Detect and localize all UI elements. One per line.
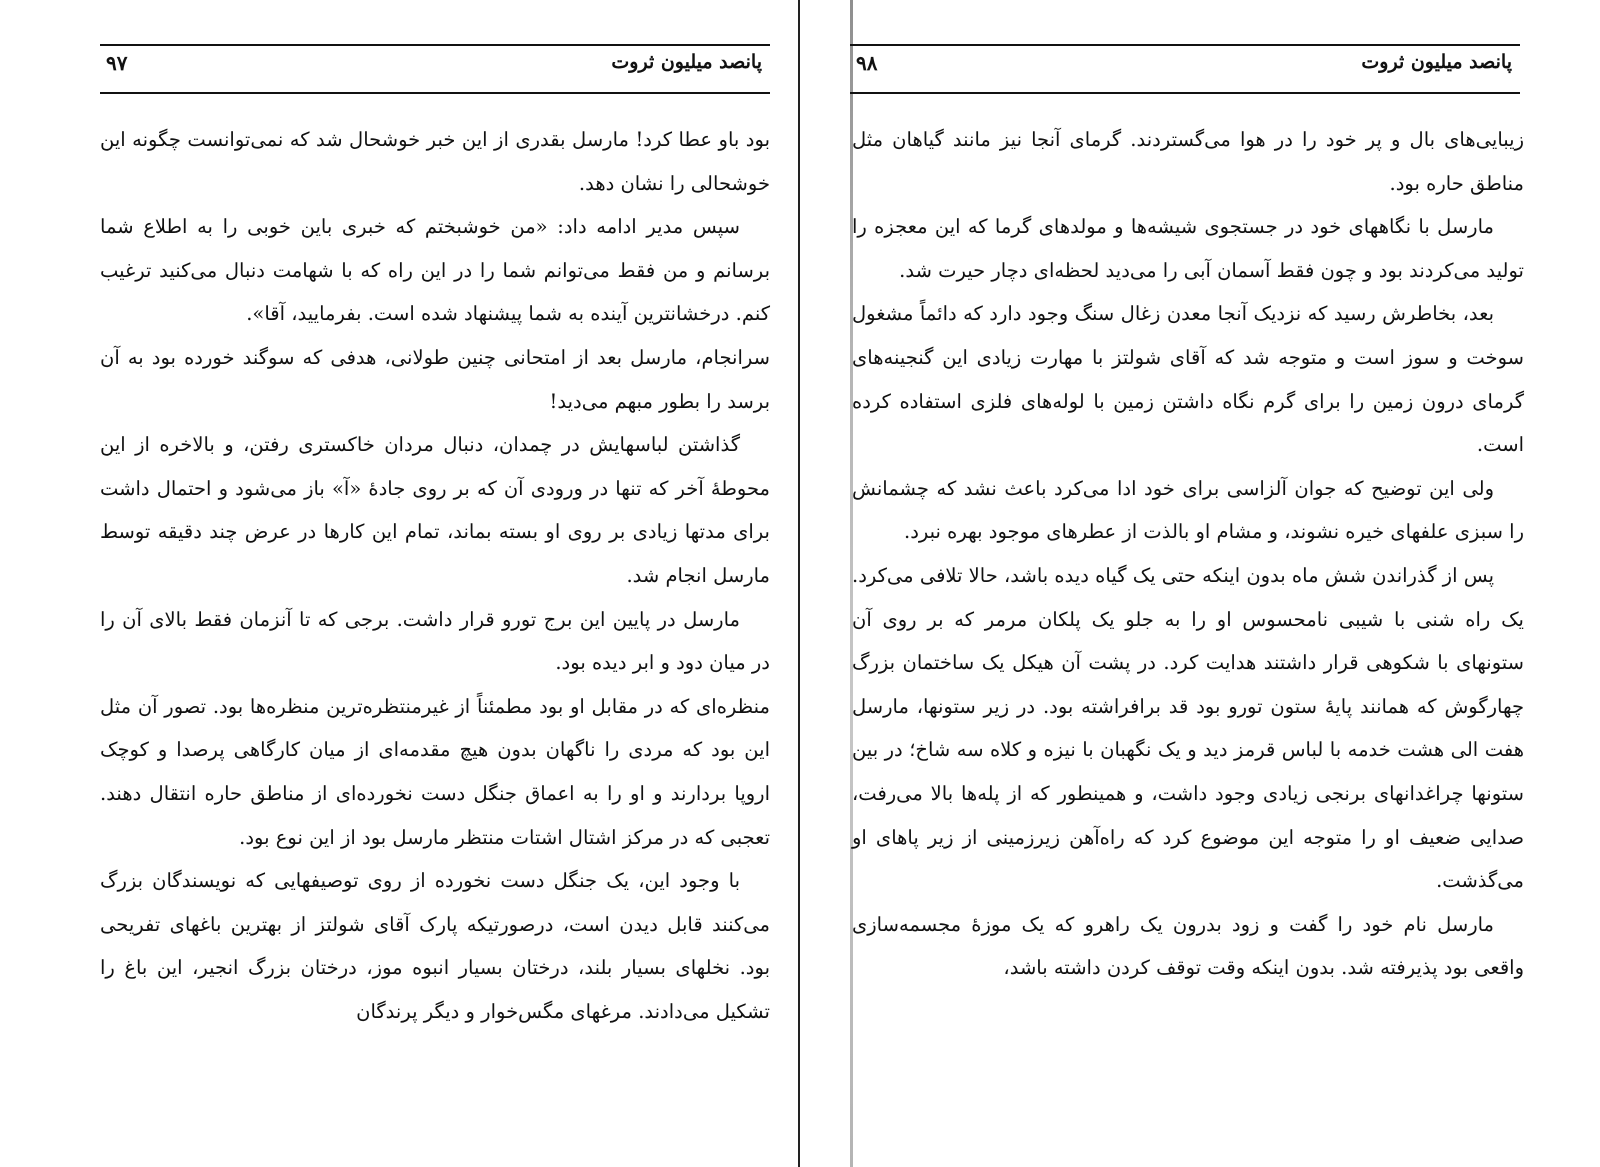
page-header	[850, 44, 1520, 94]
paragraph: ولی این توضیح که جوان آلزاسی برای خود ادا می‌کرد باعث نشد که چشمانش را سبزی علفهای خیره نشوند، و مشام او بالذت از عطرهای موجود بهره نبرد.	[852, 476, 1524, 544]
paragraph: مارسل با نگاههای خود در جستجوی شیشه‌ها و مولدهای گرما که این معجزه را تولید می‌کردند بود و چون فقط آسمان آبی را می‌دید لحظه‌ای دچار حیرت شد.	[852, 215, 1524, 282]
paragraph: سرانجام، مارسل بعد از امتحانی چنین طولانی، هدفی که سوگند خورده بود به آن برسد را بطور مبهم می‌دید!	[100, 345, 770, 413]
page-body	[852, 118, 1524, 990]
paragraph: مارسل نام خود را گفت و زود بدرون یک راهرو که یک موزهٔ مجسمه‌سازی واقعی بود پذیرفته شد. بدون اینکه وقت توقف کردن داشته باشد،	[852, 912, 1524, 980]
page-header	[100, 44, 770, 94]
paragraph: بود باو عطا کرد! مارسل بقدری از این خبر خوشحال شد که نمی‌توانست چگونه این خوشحالی را نشان دهد.	[100, 128, 770, 195]
page-body	[100, 118, 770, 1033]
page-number: ۹۸	[856, 51, 878, 75]
paragraph: بعد، بخاطرش رسید که نزدیک آنجا معدن زغال سنگ وجود دارد که دائماً مشغول سوخت و سوز است و متوجه شد که آقای شولتز با مهارت زیادی این گنجینه‌های گرمای درون زمین را برای گرم نگاه داشتن زمین با لوله‌های فلزی استفاده کرده است.	[852, 302, 1524, 457]
right-page	[800, 0, 1600, 1167]
paragraph: گذاشتن لباسهایش در چمدان، دنبال مردان خاکستری رفتن، و بالاخره از این محوطهٔ آخر که تنها در ورودی آن که بر روی جادهٔ «آ» باز می‌شود و احتمال داشت برای مدتها زیادی بر روی او بسته بماند، تمام این کارها در عرض چند دقیقه توسط مارسل انجام شد.	[100, 433, 770, 587]
paragraph: زیبایی‌های بال و پر خود را در هوا می‌گستردند. گرمای آنجا نیز مانند گیاهان مثل مناطق حاره بود.	[852, 128, 1524, 195]
paragraph: سپس مدیر ادامه داد: «من خوشبختم که خبری باین خوبی را به اطلاع شما برسانم و من فقط می‌توانم شما را در این راه که با شهامت دنبال می‌کنید ترغیب کنم. درخشانترین آینده به شما پیشنهاد شده است. بفرمایید، آقا».	[100, 215, 770, 326]
paragraph: مارسل در پایین این برج تورو قرار داشت. برجی که تا آنزمان فقط بالای آن را در میان دود و ابر دیده بود.	[100, 607, 770, 675]
page-number: ۹۷	[106, 51, 128, 75]
running-title: پانصد میلیون ثروت	[1361, 51, 1512, 73]
running-title: پانصد میلیون ثروت	[611, 51, 762, 73]
paragraph: منظره‌ای که در مقابل او بود مطمئناً از غیرمنتظره‌ترین منظره‌ها بود. تصور آن مثل این بود که مردی را ناگهان بدون هیچ مقدمه‌ای از میان کارگاهی پرصدا و کوچک اروپا بردارند و او را به اعماق جنگل دست نخورده‌ای از مناطق حاره انتقال دهند. تعجبی که در مرکز اشتال اشتات منتظر مارسل بود از این نوع بود.	[100, 694, 770, 849]
paragraph: با وجود این، یک جنگل دست نخورده از روی توصیفهایی که نویسندگان بزرگ می‌کنند قابل دیدن است، درصورتیکه پارک آقای شولتز از بهترین باغهای تفریحی بود. نخلهای بسیار بلند، درختان بسیار انبوه موز، درختان بزرگ انجیر، این باغ را تشکیل می‌دادند. مرغهای مگس‌خوار و دیگر پرندگان	[100, 869, 770, 1023]
paragraph: پس از گذراندن شش ماه بدون اینکه حتی یک گیاه دیده باشد، حالا تلافی می‌کرد. یک راه شنی با شیبی نامحسوس او را به جلو یک پلکان مرمر که بر روی آن ستونهای با شکوهی قرار داشتند هدایت کرد. در پشت آن هیکل یک ساختمان بزرگ چهارگوش که همانند پایهٔ ستون تورو بود قد برافراشته بود. در زیر ستونها، مارسل هفت الی هشت خدمه با لباس قرمز دید و یک نگهبان با نیزه و کلاه سه شاخ؛ در بین ستونها چراغدانهای برنجی زیادی وجود داشت، و همینطور که از پله‌ها بالا می‌رفت، صدایی ضعیف او را متوجه این موضوع کرد که راه‌آهن زیرزمینی از زیر پاهای او می‌گذشت.	[852, 563, 1524, 893]
